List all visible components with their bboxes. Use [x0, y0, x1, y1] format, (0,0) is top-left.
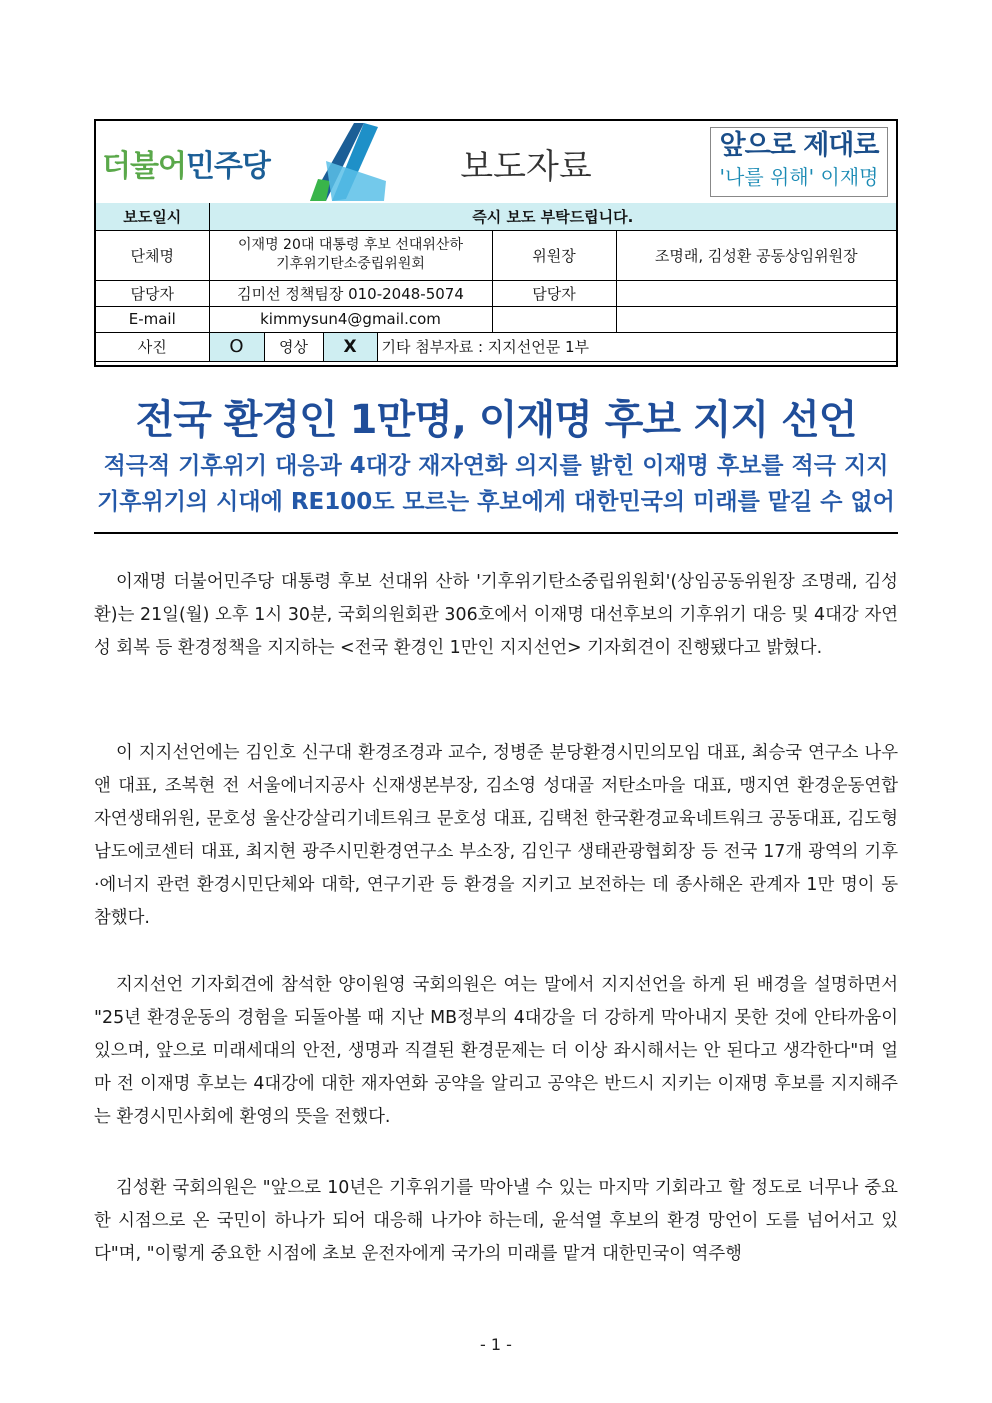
subheadline-1: 적극적 기후위기 대응과 4대강 재자연화 의지를 밝힌 이재명 후보를 적극 지지 — [103, 453, 889, 479]
contact-label: 담당자 — [96, 280, 209, 306]
press-release-header — [94, 119, 898, 367]
contact2-value — [616, 280, 896, 306]
photo-value: O — [209, 332, 264, 361]
release-time-label: 보도일시 — [96, 203, 209, 230]
page-number: - 1 - — [480, 1335, 512, 1354]
header-top-band — [96, 121, 896, 204]
video-value: X — [323, 332, 377, 361]
table-row — [96, 280, 896, 306]
body-paragraph: 김성환 국회의원은 "앞으로 10년은 기후위기를 막아낼 수 있는 마지막 기회라고 할 정도로 너무나 중요한 시점으로 온 국민이 하나가 되어 대응해 나가야 하는데, 윤석열 후보의 환경 망언이 도를 넘어서고 있다"며, "이렇게 중요한 시점에 초보 운전자에게 국가의 미래를 맡겨 대한민국이 역주행 — [94, 1178, 898, 1264]
video-label: 영상 — [264, 332, 323, 361]
org-label: 단체명 — [96, 230, 209, 280]
table-row — [96, 306, 896, 332]
slogan-line-1: 앞으로 제대로 — [719, 130, 879, 161]
slogan-line-2: '나를 위해' 이재명 — [719, 165, 879, 189]
email-value[interactable]: kimmysun4@gmail.com — [209, 306, 492, 332]
empty-cell — [492, 306, 616, 332]
contact2-label: 담당자 — [492, 280, 616, 306]
email-label: E-mail — [96, 306, 209, 332]
subheadline-2: 기후위기의 시대에 RE100도 모르는 후보에게 대한민국의 미래를 맡길 수 없어 — [97, 489, 895, 515]
body-paragraph: 이 지지선언에는 김인호 신구대 환경조경과 교수, 정병준 분당환경시민의모임 대표, 최승국 연구소 나우앤 대표, 조복현 전 서울에너지공사 신재생본부장, 김소영 성대골 저탄소마을 대표, 맹지연 환경운동연합 자연생태위원, 문호성 울산강살리기네트워크 문호성 대표, 김택천 한국환경교육네트워크 공동대표, 김도형 남도에코센터 대표, 최지현 광주시민환경연구소 부소장, 김인구 생태관광협회장 등 전국 17개 광역의 기후·에너지 관련 환경시민단체와 대학, 연구기관 등 환경을 지키고 보전하는 데 종사해온 관계자 1만 명이 동참했다. — [94, 743, 898, 928]
campaign-slogan — [710, 127, 888, 197]
chair-label: 위원장 — [492, 230, 616, 280]
headline: 전국 환경인 1만명, 이재명 후보 지지 선언 — [135, 397, 857, 443]
release-title: 보도자료 — [460, 147, 592, 187]
other-attachment: 기타 첨부자료 : 지지선언문 1부 — [377, 332, 896, 361]
divider — [94, 532, 898, 534]
table-row — [96, 230, 896, 280]
release-info-table — [96, 203, 896, 362]
chair-value: 조명래, 김성환 공동상임위원장 — [616, 230, 896, 280]
party-logo-icon — [266, 121, 386, 203]
photo-label: 사진 — [96, 332, 209, 361]
contact-value: 김미선 정책팀장 010-2048-5074 — [209, 280, 492, 306]
table-row — [96, 332, 896, 361]
body-paragraph: 이재명 더불어민주당 대통령 후보 선대위 산하 '기후위기탄소중립위원회'(상임공동위원장 조명래, 김성환)는 21일(월) 오후 1시 30분, 국회의원회관 306호에서 이재명 대선후보의 기후위기 대응 및 4대강 자연성 회복 등 환경정책을 지지하는 <전국 환경인 1만인 지지선언> 기자회견이 진행됐다고 밝혔다. — [94, 572, 898, 658]
table-row — [96, 203, 896, 230]
party-logo-text: 더불어민주당 — [102, 149, 270, 184]
empty-cell — [616, 306, 896, 332]
org-value: 이재명 20대 대통령 후보 선대위산하 기후위기탄소중립위원회 — [209, 230, 492, 280]
release-time-value: 즉시 보도 부탁드립니다. — [209, 203, 896, 230]
body-paragraph: 지지선언 기자회견에 참석한 양이원영 국회의원은 여는 말에서 지지선언을 하게 된 배경을 설명하면서 "25년 환경운동의 경험을 되돌아볼 때 지난 MB정부의 4대강을 더 강하게 막아내지 못한 것에 안타까움이 있으며, 앞으로 미래세대의 안전, 생명과 직결된 환경문제는 더 이상 좌시해서는 안 된다고 생각한다"며 얼마 전 이재명 후보는 4대강에 대한 재자연화 공약을 알리고 공약은 반드시 지키는 이재명 후보를 지지해주는 환경시민사회에 환영의 뜻을 전했다. — [94, 975, 898, 1127]
